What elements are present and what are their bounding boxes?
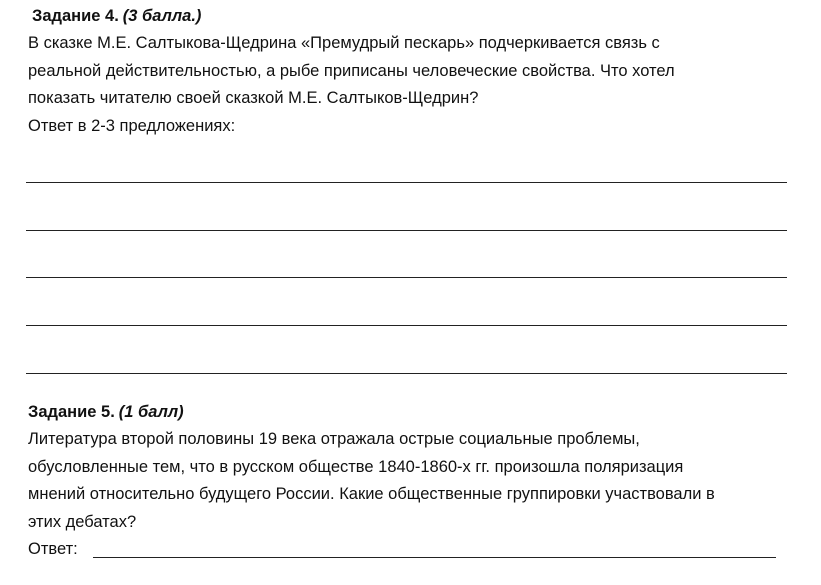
task4-answer-line-1[interactable] [26, 182, 787, 183]
task4-line: показать читателю своей сказкой М.Е. Салтыков-Щедрин? [28, 89, 479, 107]
task4-answer-line-2[interactable] [26, 230, 787, 231]
task4-title: Задание 4. [32, 7, 119, 25]
task4-line: В сказке М.Е. Салтыкова-Щедрина «Премудрый пескарь» подчеркивается связь с [28, 34, 660, 52]
task4-line: реальной действительностью, а рыбе приписаны человеческие свойства. Что хотел [28, 61, 675, 80]
task4-answer-instruction: Ответ в 2-3 предложениях: [28, 116, 236, 135]
task4-question [28, 30, 675, 140]
task5-heading [28, 402, 184, 422]
task5-line: мнений относительно будущего России. Какие общественные группировки участвовали в [28, 485, 715, 503]
task4-answer-line-5[interactable] [26, 373, 787, 374]
task5-answer-label: Ответ: [28, 540, 78, 558]
task5-answer-line[interactable] [93, 557, 776, 558]
task5-line: Литература второй половины 19 века отражала острые социальные проблемы, [28, 430, 640, 448]
task5-points: (1 балл) [118, 403, 184, 421]
task4-answer-line-3[interactable] [26, 277, 787, 278]
task4-heading [32, 6, 201, 26]
task5-line: обусловленные тем, что в русском обществе 1840-1860-х гг. произошла поляризация [28, 457, 684, 476]
task5-title: Задание 5. [28, 403, 115, 421]
task4-answer-line-4[interactable] [26, 325, 787, 326]
task5-line: этих дебатах? [28, 512, 137, 531]
task5-question [28, 426, 715, 536]
task4-points: (3 балла.) [122, 7, 202, 25]
